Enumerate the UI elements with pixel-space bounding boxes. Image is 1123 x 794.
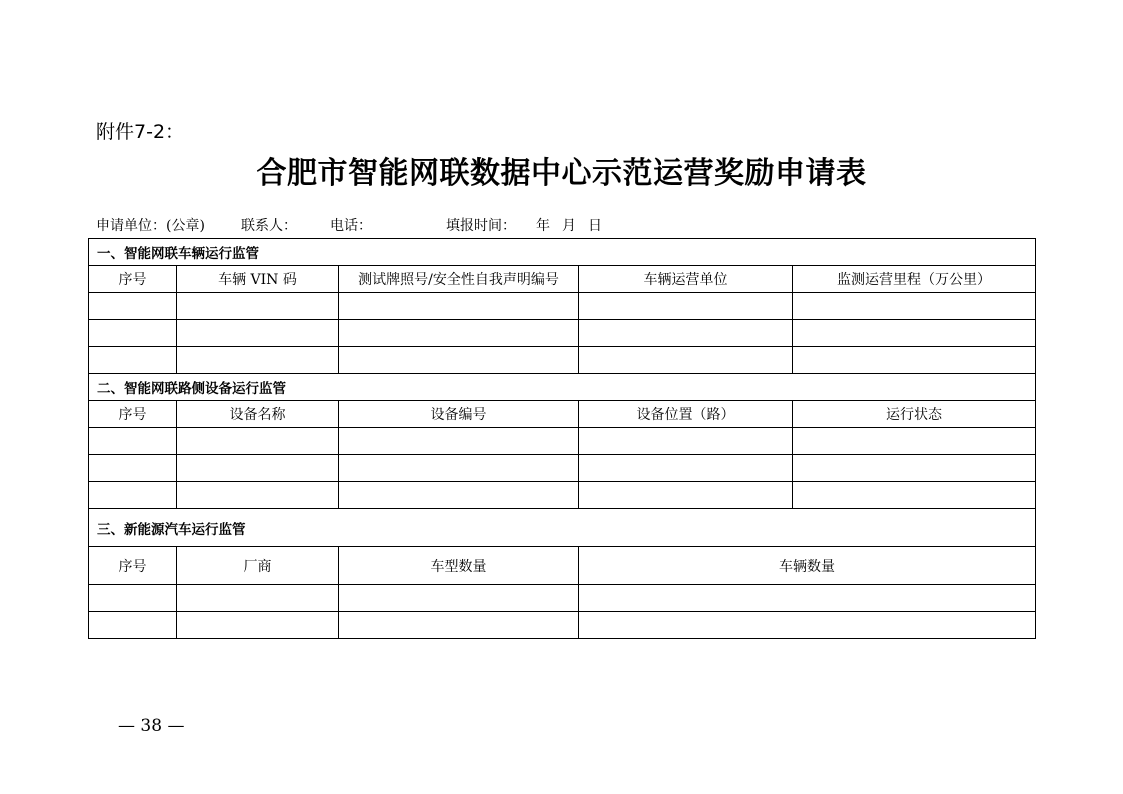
attachment-label: 附件7-2： [96,121,185,143]
month-label: 月 [562,218,576,234]
column-header: 设备名称 [177,401,339,428]
table-row [89,428,1036,455]
table-cell[interactable] [89,585,177,612]
column-header: 序号 [89,266,177,293]
column-header: 车辆运营单位 [579,266,793,293]
section-row [89,239,1036,266]
section-row [89,509,1036,547]
column-header: 测试牌照号/安全性自我声明编号 [339,266,579,293]
table-cell[interactable] [89,482,177,509]
table-cell[interactable] [339,455,579,482]
table-cell[interactable] [177,320,339,347]
column-header: 车型数量 [339,547,579,585]
table-cell[interactable] [793,482,1036,509]
fill-date-label: 填报时间： [446,218,516,234]
section-row [89,374,1036,401]
table-cell[interactable] [339,347,579,374]
column-header: 设备编号 [339,401,579,428]
application-table [88,238,1036,639]
table-cell[interactable] [177,428,339,455]
table-cell[interactable] [339,293,579,320]
table-cell[interactable] [579,585,1036,612]
table-cell[interactable] [579,482,793,509]
year-label: 年 [536,218,550,234]
table-row [89,482,1036,509]
table-cell[interactable] [793,320,1036,347]
header-row [89,266,1036,293]
table-cell[interactable] [579,320,793,347]
table-row [89,585,1036,612]
table-cell[interactable] [793,293,1036,320]
phone-label: 电话： [330,218,372,234]
header-row [89,401,1036,428]
table-cell[interactable] [339,612,579,639]
table-row [89,347,1036,374]
table-cell[interactable] [339,482,579,509]
table-cell[interactable] [89,428,177,455]
column-header: 车辆数量 [579,547,1036,585]
table-cell[interactable] [89,293,177,320]
table-row [89,293,1036,320]
table-cell[interactable] [177,585,339,612]
table-cell[interactable] [579,293,793,320]
table-cell[interactable] [177,612,339,639]
section-title-vehicles: 一、智能网联车辆运行监管 [89,239,1036,266]
table-cell[interactable] [177,347,339,374]
table-cell[interactable] [579,347,793,374]
applicant-unit-label: 申请单位：(公章) [96,218,205,234]
form-title: 合肥市智能网联数据中心示范运营奖励申请表 [256,156,867,191]
day-label: 日 [588,218,602,234]
section-title-roadside: 二、智能网联路侧设备运行监管 [89,374,1036,401]
table-cell[interactable] [89,347,177,374]
table-cell[interactable] [579,428,793,455]
column-header: 监测运营里程（万公里） [793,266,1036,293]
table-cell[interactable] [793,347,1036,374]
table-cell[interactable] [339,428,579,455]
column-header: 厂商 [177,547,339,585]
table-cell[interactable] [579,455,793,482]
table-cell[interactable] [339,585,579,612]
table-cell[interactable] [89,612,177,639]
table-row [89,320,1036,347]
table-cell[interactable] [339,320,579,347]
table-cell[interactable] [793,455,1036,482]
table-cell[interactable] [177,455,339,482]
table-row [89,455,1036,482]
table-row [89,612,1036,639]
section-title-new-energy: 三、新能源汽车运行监管 [89,509,1036,547]
column-header: 序号 [89,547,177,585]
table-cell[interactable] [793,428,1036,455]
column-header: 设备位置（路） [579,401,793,428]
table-cell[interactable] [579,612,1036,639]
table-cell[interactable] [177,293,339,320]
column-header: 车辆 VIN 码 [177,266,339,293]
page-number: — 38 — [118,716,185,736]
column-header: 运行状态 [793,401,1036,428]
table-cell[interactable] [177,482,339,509]
column-header: 序号 [89,401,177,428]
contact-label: 联系人： [241,218,297,234]
header-row [89,547,1036,585]
table-cell[interactable] [89,320,177,347]
table-cell[interactable] [89,455,177,482]
